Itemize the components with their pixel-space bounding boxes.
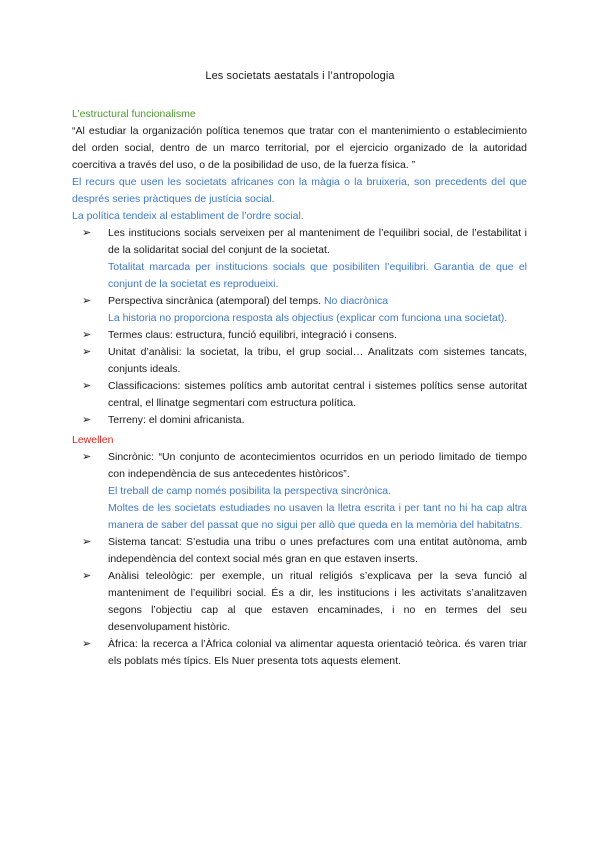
- arrow-bullet-icon: ➢: [82, 451, 92, 463]
- section-heading: L’estructural funcionalisme: [72, 108, 196, 120]
- note-paragraph: La política tendeix al establiment de l’ordre social.: [72, 210, 304, 222]
- list-item: [72, 636, 527, 670]
- arrow-bullet-icon: ➢: [82, 638, 92, 650]
- list-item-inline-note: No diacrònica: [323, 295, 389, 307]
- list-item-note: Moltes de les societats estudiades no usaven la lletra escrita i per tant no hi ha cap altra manera de saber del passat que no sigui per allò que queda en la memòria del habitatns.: [108, 502, 527, 531]
- quote-paragraph: “Al estudiar la organización política tenemos que tratar con el mantenimiento o establecimiento del orden social, dentro de un marco territorial, por el ejercicio organizado de la autoridad coercitiva a través del uso, o de la posibilidad de uso, de la fuerza física. ”: [72, 125, 527, 171]
- arrow-bullet-icon: ➢: [82, 346, 92, 358]
- list-item: [72, 344, 527, 378]
- section-heading: Lewellen: [72, 434, 114, 446]
- arrow-bullet-icon: ➢: [82, 536, 92, 548]
- arrow-bullet-icon: ➢: [82, 295, 92, 307]
- list-item-text: Les institucions socials serveixen per al manteniment de l’equilibri social, de l’estabilitat i de la solidaritat social del conjunt de la societat.: [108, 227, 527, 256]
- list-item-text: Sincrònic: “Un conjunto de acontecimientos ocurridos en un periodo limitado de tiempo con independència de sus antecedentes històricos”.: [108, 451, 527, 480]
- list-item: [72, 225, 527, 293]
- page-title: Les societats aestatals i l’antropologia: [205, 70, 395, 82]
- list-item: [72, 293, 527, 327]
- list-item: [72, 534, 527, 568]
- list-item-text: Classificacions: sistemes polítics amb autoritat central i sistemes polítics sense autoritat central, el llinatge segmentari com estructura política.: [108, 380, 527, 409]
- list-item-note: Totalitat marcada per institucions socials que posibiliten l’equilibri. Garantia de que el conjunt de la societat es reprodueixi.: [108, 261, 527, 290]
- list-item-text: Perspectiva sincrànica (atemporal) del temps.: [108, 295, 322, 307]
- bullet-list: [72, 449, 527, 670]
- arrow-bullet-icon: ➢: [82, 380, 92, 392]
- list-item-text: Àfrica: la recerca a l’Àfrica colonial va alimentar aquesta orientació teòrica. és varen triar els poblats més típics. Els Nuer presenta tots aquests element.: [108, 638, 527, 667]
- list-item: [72, 327, 527, 344]
- arrow-bullet-icon: ➢: [82, 329, 92, 341]
- arrow-bullet-icon: ➢: [82, 414, 92, 426]
- section-lewellen: [72, 432, 527, 670]
- arrow-bullet-icon: ➢: [82, 570, 92, 582]
- arrow-bullet-icon: ➢: [82, 227, 92, 239]
- list-item-note: La historia no proporciona resposta als objectius (explicar com funciona una societat).: [108, 312, 508, 324]
- list-item: [72, 449, 527, 534]
- list-item-text: Terreny: el domini africanista.: [108, 414, 245, 426]
- note-paragraph: El recurs que usen les societats africanes con la màgia o la bruixeria, son precedents del que després series pràctiques de justícia social.: [72, 176, 527, 205]
- section-estructural-funcionalisme: [72, 106, 527, 429]
- list-item-text: Anàlisi teleològic: per exemple, un ritual religiós s’explicava per la seva funció al manteniment de l’equilibri social. És a dir, les institucions i les activitats s’analitzaven segons l’objectiu cap al que estaven encaminades, i no en termes del seu desenvolupament històric.: [108, 570, 527, 633]
- list-item-text: Unitat d’anàlisi: la societat, la tribu, el grup social… Analitzats com sistemes tancats, conjunts ideals.: [108, 346, 527, 375]
- list-item-text: Sistema tancat: S’estudia una tribu o unes prefactures com una entitat autònoma, amb independència del context social més gran en que estaven inserts.: [108, 536, 527, 565]
- list-item: [72, 568, 527, 636]
- list-item: [72, 378, 527, 412]
- list-item: [72, 412, 527, 429]
- bullet-list: [72, 225, 527, 429]
- list-item-note: El treball de camp només posibilita la perspectiva sincrònica.: [108, 485, 392, 497]
- list-item-text: Termes claus: estructura, funció equilibri, integració i consens.: [108, 329, 397, 341]
